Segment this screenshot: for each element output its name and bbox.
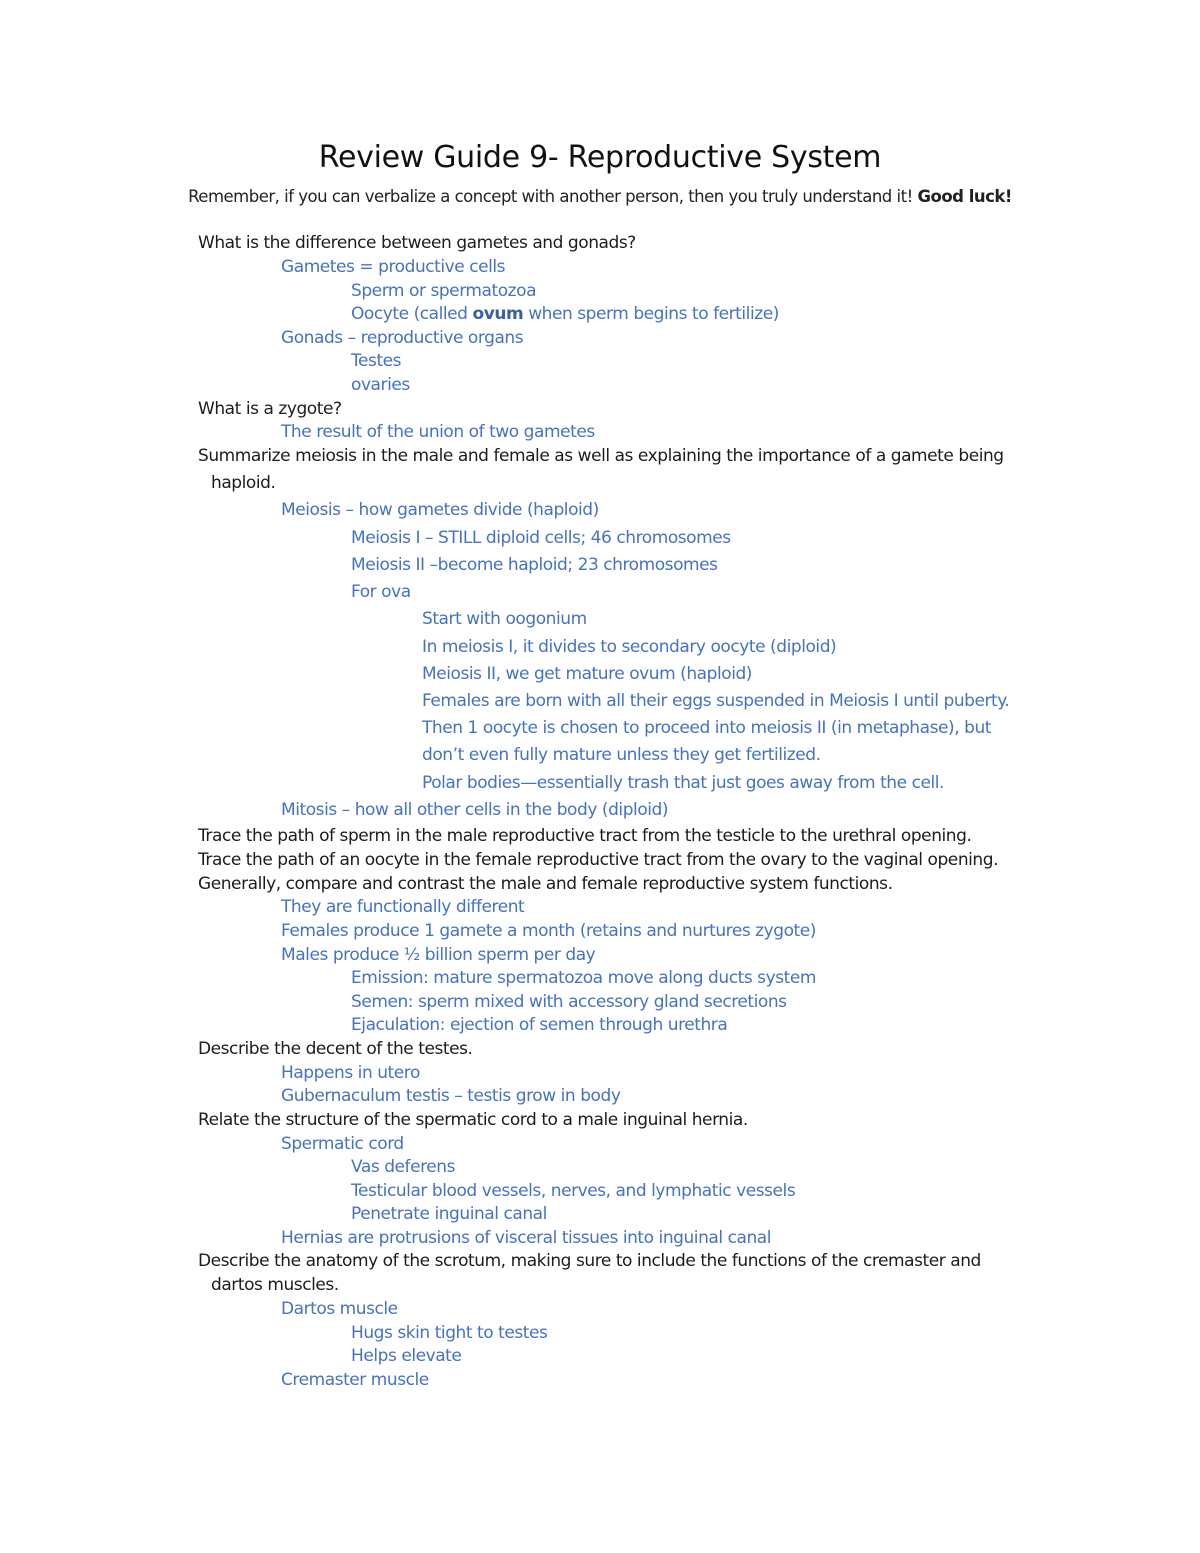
line-text: Meiosis – how gametes divide (haploid) <box>281 500 599 520</box>
line-text: Males produce ½ billion sperm per day <box>281 945 596 965</box>
line-text: dartos muscles. <box>211 1275 339 1295</box>
line-text: Females produce 1 gamete a month (retains and nurtures zygote) <box>281 921 816 941</box>
line-text: Gubernaculum testis – testis grow in body <box>281 1086 621 1106</box>
line-text: Cremaster muscle <box>281 1370 429 1390</box>
subtitle-good-luck: Good luck! <box>917 187 1012 206</box>
line-text: Semen: sperm mixed with accessory gland secretions <box>351 992 787 1012</box>
line-text: Penetrate inguinal canal <box>351 1204 547 1224</box>
page-title: Review Guide 9- Reproductive System <box>318 140 882 175</box>
line-text-part: when sperm begins to fertilize) <box>523 304 779 324</box>
line-text: Hernias are protrusions of visceral tissues into inguinal canal <box>281 1228 772 1248</box>
line-text: Dartos muscle <box>281 1299 398 1319</box>
line-text: The result of the union of two gametes <box>281 422 595 442</box>
line-text: Relate the structure of the spermatic cord to a male inguinal hernia. <box>198 1110 748 1130</box>
subtitle-text: Remember, if you can verbalize a concept with another person, then you truly understand it! <box>188 187 913 206</box>
line-text: Testes <box>351 351 402 371</box>
line-text: Ejaculation: ejection of semen through urethra <box>351 1015 728 1035</box>
line-text-part: Oocyte (called <box>351 304 473 324</box>
line-text: Happens in utero <box>281 1063 420 1083</box>
line-text: For ova <box>351 582 411 602</box>
bold-term: ovum <box>472 304 524 324</box>
line-text <box>351 303 779 325</box>
line-text: Testicular blood vessels, nerves, and lymphatic vessels <box>351 1181 796 1201</box>
line-text: Gonads – reproductive organs <box>281 328 524 348</box>
line-text: Trace the path of sperm in the male reproductive tract from the testicle to the urethral opening. <box>198 826 972 846</box>
line-text: Trace the path of an oocyte in the female reproductive tract from the ovary to the vaginal opening. <box>198 850 999 870</box>
line-text: Describe the decent of the testes. <box>198 1039 473 1059</box>
line-text: Vas deferens <box>351 1157 455 1177</box>
line-text: Sperm or spermatozoa <box>351 281 537 301</box>
page-subtitle <box>0 187 1200 206</box>
line-text: Spermatic cord <box>281 1134 404 1154</box>
line-text: Gametes = productive cells <box>281 257 506 277</box>
line-text: Generally, compare and contrast the male and female reproductive system functions. <box>198 874 893 894</box>
line-text: Meiosis II –become haploid; 23 chromosomes <box>351 555 718 575</box>
line-text: Emission: mature spermatozoa move along ducts system <box>351 968 816 988</box>
line-text: Hugs skin tight to testes <box>351 1323 548 1343</box>
line-text: ovaries <box>351 375 410 395</box>
line-text: Describe the anatomy of the scrotum, making sure to include the functions of the cremaster and <box>198 1251 981 1271</box>
line-text: don’t even fully mature unless they get fertilized. <box>422 745 821 765</box>
line-text: Polar bodies—essentially trash that just goes away from the cell. <box>422 773 944 793</box>
line-text: Meiosis I – STILL diploid cells; 46 chromosomes <box>351 528 731 548</box>
line-text: Start with oogonium <box>422 609 587 629</box>
line-text: What is a zygote? <box>198 399 342 419</box>
line-text: haploid. <box>211 473 276 493</box>
line-text: Meiosis II, we get mature ovum (haploid) <box>422 664 752 684</box>
line-text: Then 1 oocyte is chosen to proceed into meiosis II (in metaphase), but <box>422 718 991 738</box>
line-text: Females are born with all their eggs suspended in Meiosis I until puberty. <box>422 691 1010 711</box>
line-text: They are functionally different <box>281 897 525 917</box>
line-text: Summarize meiosis in the male and female as well as explaining the importance of a gamete being <box>198 446 1004 466</box>
line-text: Helps elevate <box>351 1346 462 1366</box>
line-text: Mitosis – how all other cells in the body (diploid) <box>281 800 669 820</box>
line-text: In meiosis I, it divides to secondary oocyte (diploid) <box>422 637 837 657</box>
line-text: What is the difference between gametes and gonads? <box>198 233 636 253</box>
